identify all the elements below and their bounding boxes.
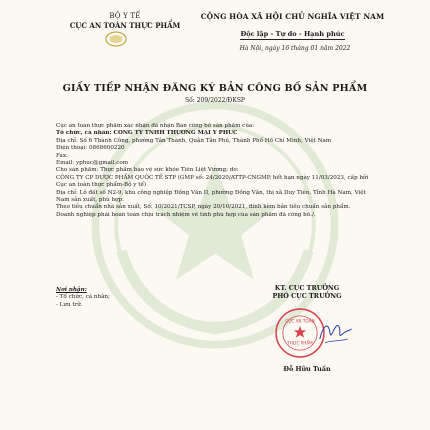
signer-role-line1: KT. CỤC TRƯỞNG: [274, 284, 340, 292]
issue-date: Hà Nội, ngày 16 tháng 01 năm 2022: [239, 45, 351, 52]
signer-name: Đỗ Hữu Tuấn: [283, 365, 331, 373]
recipients-header: Nơi nhận:: [56, 287, 87, 293]
product-line: Cho sản phẩm: Thực phẩm bảo vệ sức khỏe Tiên Liệt Vương; do:: [56, 167, 239, 174]
national-motto: Độc lập - Tự do - Hạnh phúc: [240, 30, 345, 38]
signer-role-line2: PHÓ CỤC TRƯỞNG: [272, 291, 342, 300]
issuer-block: [55, 12, 195, 30]
vfa-logo-icon: [105, 31, 127, 47]
agency-name: CỤC AN TOÀN THỰC PHẨM: [69, 21, 181, 30]
nation-name: CỘNG HÒA XÃ HỘI CHỦ NGHĨA VIỆT NAM: [200, 12, 385, 21]
standard-line: Theo tiêu chuẩn nhà sản xuất, Số: 10/2021/TCSP, ngày 20/10/2021, đính kèm bản tiêu chuẩn sản phẩm.: [56, 204, 351, 211]
address-line: Địa chỉ: Số 6 Thành Công, phường Tân Thành, Quận Tân Phú, Thành Phố Hồ Chí Minh, Việt Nam: [56, 137, 332, 144]
responsibility-line: Doanh nghiệp phải hoàn toàn chịu trách nhiệm về tính phù hợp của sản phẩm đã công bố./.: [56, 211, 316, 218]
handwritten-signature-icon: [316, 317, 354, 347]
recipient-item: - Lưu trữ.: [56, 301, 83, 308]
email-line: Email: yphuc@gmail.com: [56, 160, 129, 167]
recipient-item: - Tổ chức, cá nhân;: [56, 294, 110, 301]
document-title: GIẤY TIẾP NHẬN ĐĂNG KÝ BẢN CÔNG BỐ SẢN PHẨM: [62, 83, 368, 94]
stamp-text-bottom: THỰC PHẨM: [287, 340, 313, 346]
fax-line: Fax:: [56, 152, 68, 159]
manufacturer-address-line: Địa chỉ: Lô đất số N2-9, khu công nghiệp Đồng Văn II, phường Đồng Văn, thị xã Duy Tiên, Tỉnh Hà Nam, Việt Nam sản xuất, phù hợp:: [56, 189, 366, 204]
phone-line: Điện thoại: 0868600220: [56, 145, 125, 152]
document-body: [56, 123, 374, 219]
organization-line: Tổ chức, cá nhân: CÔNG TY TNHH THƯƠNG MẠI Y PHÚC: [56, 130, 238, 137]
ministry-name: BỘ Y TẾ: [109, 12, 141, 20]
nation-block: [180, 12, 405, 40]
document-header: [0, 12, 430, 64]
recipients-block: [56, 287, 176, 309]
stamp-text-top: CỤC AN TOÀN: [285, 318, 315, 324]
intro-line: Cục an toàn thực phẩm xác nhận đã nhận Bản công bố sản phẩm của:: [56, 123, 255, 129]
document-number: Số: 209/2022/ĐKSP: [185, 97, 245, 104]
manufacturer-line: CÔNG TY CP DƯỢC PHẨM QUỐC TẾ STP (GMP số: 24/2020/ATTP-CNGMP, hết hạn ngày 11/03/2023, cấp bởi Cục an toàn thực phẩm-Bộ y tế): [56, 174, 369, 189]
signature-block: [246, 284, 368, 373]
